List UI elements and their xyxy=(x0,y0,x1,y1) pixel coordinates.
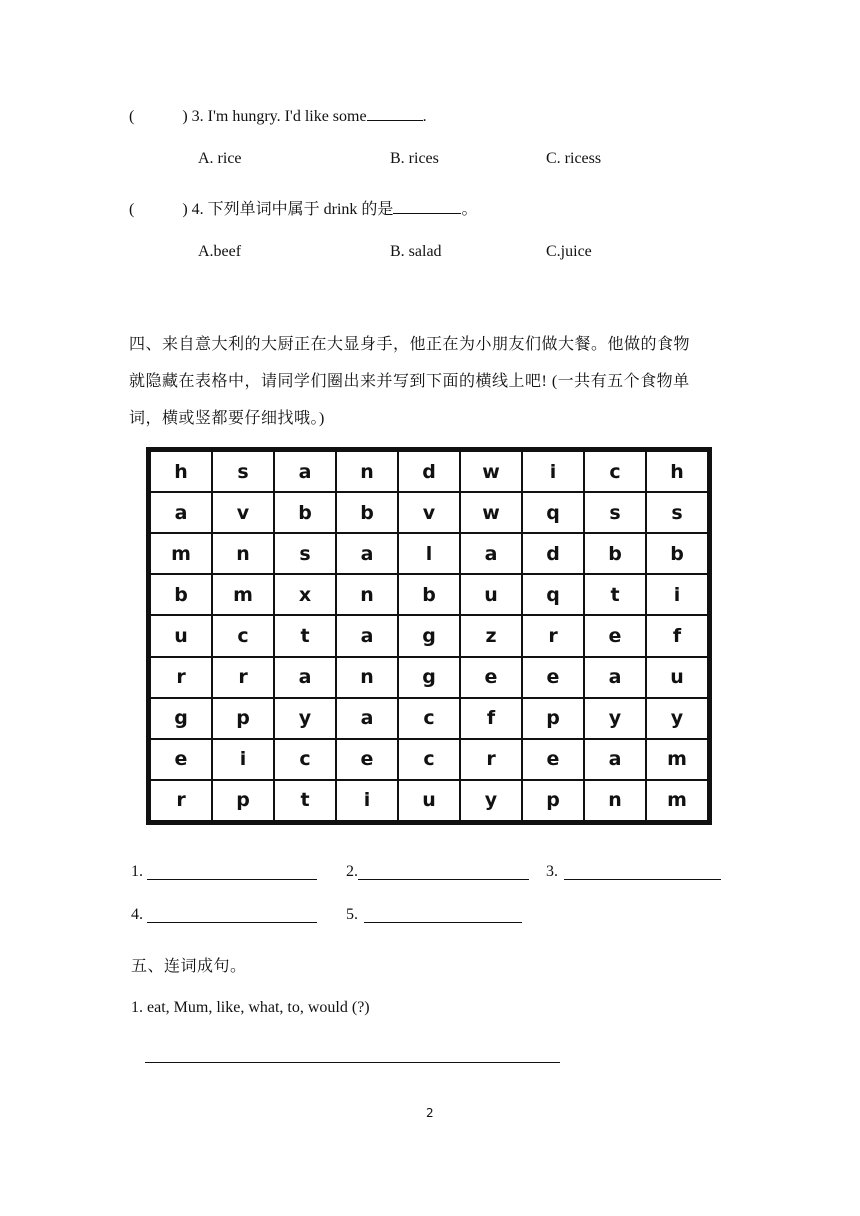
grid-cell[interactable]: s xyxy=(646,492,708,533)
grid-cell[interactable]: a xyxy=(336,533,398,574)
q4-text: 4. 下列单词中属于 drink 的是 xyxy=(191,201,394,218)
grid-cell[interactable]: b xyxy=(336,492,398,533)
grid-cell[interactable]: a xyxy=(336,698,398,739)
grid-cell[interactable]: s xyxy=(274,533,336,574)
section5-answer-line-1[interactable] xyxy=(145,1062,560,1063)
grid-cell[interactable]: h xyxy=(150,451,212,492)
grid-cell[interactable]: e xyxy=(584,615,646,656)
q3-text: 3. I'm hungry. I'd like some xyxy=(191,108,367,125)
q3-option-a: A. rice xyxy=(198,150,242,167)
grid-cell[interactable]: g xyxy=(398,657,460,698)
q4-option-c: C.juice xyxy=(546,243,592,260)
grid-cell[interactable]: p xyxy=(212,780,274,821)
grid-cell[interactable]: m xyxy=(646,739,708,780)
q3-paren-open: ( xyxy=(129,108,135,125)
answer-line-3[interactable] xyxy=(564,879,721,880)
grid-cell[interactable]: l xyxy=(398,533,460,574)
grid-cell[interactable]: e xyxy=(336,739,398,780)
grid-cell[interactable]: t xyxy=(274,780,336,821)
grid-cell[interactable]: c xyxy=(398,739,460,780)
answer-label-5: 5. xyxy=(346,906,358,923)
answer-line-5[interactable] xyxy=(364,922,522,923)
grid-row xyxy=(150,615,708,656)
grid-cell[interactable]: h xyxy=(646,451,708,492)
q3-blank[interactable] xyxy=(367,106,423,121)
grid-cell[interactable]: v xyxy=(398,492,460,533)
grid-cell[interactable]: i xyxy=(212,739,274,780)
section5-question-1: 1. eat, Mum, like, what, to, would (?) xyxy=(131,999,370,1016)
grid-cell[interactable]: y xyxy=(274,698,336,739)
grid-cell[interactable]: s xyxy=(584,492,646,533)
grid-cell[interactable]: y xyxy=(584,698,646,739)
grid-cell[interactable]: e xyxy=(522,739,584,780)
q4-option-b: B. salad xyxy=(390,243,442,260)
grid-row xyxy=(150,492,708,533)
grid-cell[interactable]: b xyxy=(398,574,460,615)
grid-cell[interactable]: i xyxy=(336,780,398,821)
grid-cell[interactable]: n xyxy=(336,574,398,615)
q4-paren-close: ) xyxy=(182,201,188,218)
grid-cell[interactable]: c xyxy=(398,698,460,739)
q4-option-a: A.beef xyxy=(198,243,242,260)
grid-cell[interactable]: r xyxy=(150,780,212,821)
grid-cell[interactable]: m xyxy=(212,574,274,615)
q4-blank[interactable] xyxy=(393,199,461,214)
grid-cell[interactable]: f xyxy=(646,615,708,656)
q4-paren-open: ( xyxy=(129,201,135,218)
section4-line-3: 词，横或竖都要仔细找哦。) xyxy=(129,410,325,427)
grid-cell[interactable]: p xyxy=(522,698,584,739)
grid-cell[interactable]: n xyxy=(212,533,274,574)
grid-cell[interactable]: g xyxy=(398,615,460,656)
grid-cell[interactable]: d xyxy=(398,451,460,492)
grid-cell[interactable]: c xyxy=(274,739,336,780)
grid-cell[interactable]: u xyxy=(460,574,522,615)
grid-cell[interactable]: a xyxy=(336,615,398,656)
q3-option-c: C. ricess xyxy=(546,150,602,167)
grid-cell[interactable]: f xyxy=(460,698,522,739)
grid-row xyxy=(150,574,708,615)
grid-cell[interactable]: b xyxy=(584,533,646,574)
answer-label-1: 1. xyxy=(131,863,143,880)
grid-row xyxy=(150,698,708,739)
grid-row xyxy=(150,657,708,698)
grid-cell[interactable]: i xyxy=(522,451,584,492)
grid-cell[interactable]: x xyxy=(274,574,336,615)
grid-cell[interactable]: e xyxy=(460,657,522,698)
grid-cell[interactable]: w xyxy=(460,492,522,533)
q3-end: . xyxy=(422,108,427,125)
q3-option-b: B. rices xyxy=(390,150,439,167)
grid-cell[interactable]: t xyxy=(584,574,646,615)
grid-cell[interactable]: e xyxy=(150,739,212,780)
grid-cell[interactable]: r xyxy=(212,657,274,698)
grid-cell[interactable]: z xyxy=(460,615,522,656)
grid-cell[interactable]: r xyxy=(522,615,584,656)
grid-cell[interactable]: n xyxy=(336,657,398,698)
grid-cell[interactable]: n xyxy=(336,451,398,492)
grid-cell[interactable]: a xyxy=(584,739,646,780)
grid-cell[interactable]: q xyxy=(522,574,584,615)
grid-cell[interactable]: u xyxy=(646,657,708,698)
grid-cell[interactable]: r xyxy=(460,739,522,780)
grid-cell[interactable]: a xyxy=(274,657,336,698)
grid-cell[interactable]: p xyxy=(522,780,584,821)
answer-line-2[interactable] xyxy=(358,879,529,880)
grid-cell[interactable]: w xyxy=(460,451,522,492)
q4-end: 。 xyxy=(461,201,478,218)
grid-row xyxy=(150,451,708,492)
section5-title: 五、连词成句。 xyxy=(131,958,247,975)
grid-cell[interactable]: u xyxy=(150,615,212,656)
word-search-grid xyxy=(146,447,712,825)
grid-cell[interactable]: b xyxy=(274,492,336,533)
grid-cell[interactable]: p xyxy=(212,698,274,739)
answer-label-4: 4. xyxy=(131,906,143,923)
grid-cell[interactable]: q xyxy=(522,492,584,533)
grid-cell[interactable]: u xyxy=(398,780,460,821)
grid-cell[interactable]: y xyxy=(460,780,522,821)
section4-line-1: 四、来自意大利的大厨正在大显身手，他正在为小朋友们做大餐。他做的食物 xyxy=(129,336,691,353)
grid-cell[interactable]: a xyxy=(460,533,522,574)
word-search-table xyxy=(149,450,709,822)
grid-cell[interactable]: a xyxy=(150,492,212,533)
grid-cell[interactable]: y xyxy=(646,698,708,739)
grid-cell[interactable]: g xyxy=(150,698,212,739)
grid-cell[interactable]: r xyxy=(150,657,212,698)
grid-cell[interactable]: s xyxy=(212,451,274,492)
grid-cell[interactable]: c xyxy=(212,615,274,656)
grid-cell[interactable]: m xyxy=(150,533,212,574)
grid-cell[interactable]: e xyxy=(522,657,584,698)
grid-cell[interactable]: n xyxy=(584,780,646,821)
section4-line-2: 就隐藏在表格中，请同学们圈出来并写到下面的横线上吧! (一共有五个食物单 xyxy=(129,373,690,390)
page-number: 2 xyxy=(426,1106,434,1120)
grid-cell[interactable]: t xyxy=(274,615,336,656)
grid-cell[interactable]: v xyxy=(212,492,274,533)
answer-label-2: 2. xyxy=(346,863,358,880)
grid-row xyxy=(150,533,708,574)
answer-label-3: 3. xyxy=(546,863,558,880)
question-4 xyxy=(129,196,477,219)
answer-line-1[interactable] xyxy=(147,879,317,880)
grid-row xyxy=(150,780,708,821)
grid-cell[interactable]: d xyxy=(522,533,584,574)
grid-row xyxy=(150,739,708,780)
grid-cell[interactable]: b xyxy=(150,574,212,615)
answer-line-4[interactable] xyxy=(147,922,317,923)
grid-cell[interactable]: m xyxy=(646,780,708,821)
grid-cell[interactable]: a xyxy=(274,451,336,492)
q3-paren-close: ) xyxy=(182,108,188,125)
grid-cell[interactable]: c xyxy=(584,451,646,492)
grid-cell[interactable]: a xyxy=(584,657,646,698)
question-3 xyxy=(129,106,427,126)
grid-cell[interactable]: b xyxy=(646,533,708,574)
grid-cell[interactable]: i xyxy=(646,574,708,615)
